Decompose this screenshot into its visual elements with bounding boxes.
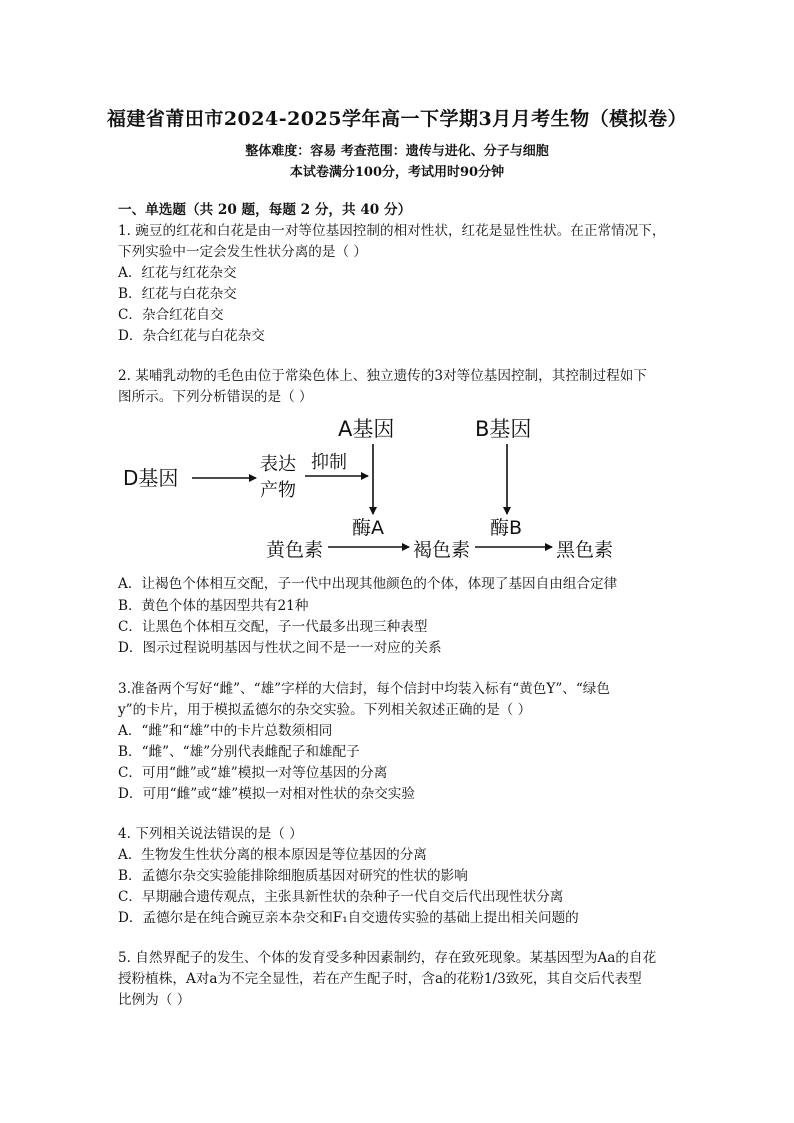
q2-option-a: A．让褐色个体相互交配，子一代中出现其他颜色的个体，体现了基因自由组合定律 [118, 576, 618, 592]
black-pigment-label: 黑色素 [556, 539, 614, 561]
q3-stem-line1: 3.准备两个写好“雌”、“雄”字样的大信封，每个信封中均装入标有“黄色Y”、“绿色 [118, 681, 610, 697]
page-title: 福建省莆田市2024-2025学年高一下学期3月月考生物（模拟卷） [106, 108, 688, 130]
q3-option-a: A．“雌”和“雄”中的卡片总数须相同 [118, 723, 333, 739]
q4-option-a: A．生物发生性状分离的根本原因是等位基因的分离 [118, 847, 427, 863]
q3-option-d: D．可用“雌”或“雄”模拟一对相对性状的杂交实验 [118, 786, 415, 802]
q1-option-d: D．杂合红花与白花杂交 [118, 328, 265, 344]
q2-stem-line1: 2. 某哺乳动物的毛色由位于常染色体上、独立遗传的3对等位基因控制，其控制过程如下 [118, 368, 647, 384]
b-gene-label: B基因 [475, 417, 532, 441]
pigment-pathway-diagram [118, 410, 678, 570]
q4-stem: 4. 下列相关说法错误的是（ ） [118, 826, 303, 842]
a-gene-label: A基因 [338, 417, 395, 441]
difficulty-line: 整体难度：容易 考查范围：遗传与进化、分子与细胞 [245, 144, 549, 159]
q5-stem-line1: 5. 自然界配子的发生、个体的发育受多种因素制约，存在致死现象。某基因型为Aa的自花 [118, 950, 657, 966]
enzyme-b-label: 酶B [490, 517, 523, 539]
q2-option-b: B．黄色个体的基因型共有21种 [118, 598, 309, 614]
score-line: 本试卷满分100分，考试用时90分钟 [289, 165, 505, 180]
expression-label-2: 产物 [260, 480, 296, 501]
q4-option-d: D．孟德尔是在纯合豌豆亲本杂交和F₁自交遗传实验的基础上提出相关问题的 [118, 910, 579, 926]
q1-stem-line2: 下列实验中一定会发生性状分离的是（ ） [118, 244, 368, 260]
q2-option-d: D．图示过程说明基因与性状之间不是一一对应的关系 [118, 640, 442, 656]
inhibit-label: 抑制 [311, 452, 347, 473]
q4-option-b: B．孟德尔杂交实验能排除细胞质基因对研究的性状的影响 [118, 868, 468, 884]
q3-stem-line2: y”的卡片，用于模拟孟德尔的杂交实验。下列相关叙述正确的是（ ） [118, 702, 532, 718]
q3-option-c: C．可用“雌”或“雄”模拟一对等位基因的分离 [118, 765, 388, 781]
q3-option-b: B．“雌”、“雄”分别代表雌配子和雄配子 [118, 744, 360, 760]
q4-option-c: C．早期融合遗传观点，主张具新性状的杂种子一代自交后代出现性状分离 [118, 889, 564, 905]
expression-label-1: 表达 [260, 454, 296, 475]
q2-stem-line2: 图所示。下列分析错误的是（ ） [118, 389, 313, 405]
yellow-pigment-label: 黄色素 [266, 539, 324, 561]
q5-stem-line2: 授粉植株，A对a为不完全显性，若在产生配子时，含a的花粉1/3致死，其自交后代表型 [118, 971, 642, 987]
brown-pigment-label: 褐色素 [413, 539, 471, 561]
q1-option-b: B．红花与白花杂交 [118, 286, 237, 302]
enzyme-a-label: 酶A [352, 517, 384, 539]
section-heading: 一、单选题（共 20 题，每题 2 分，共 40 分） [118, 202, 412, 218]
q1-option-c: C．杂合红花自交 [118, 307, 224, 323]
q1-option-a: A．红花与红花杂交 [118, 265, 237, 281]
q2-option-c: C．让黑色个体相互交配，子一代最多出现三种表型 [118, 619, 428, 635]
d-gene-label: D基因 [123, 466, 179, 490]
q1-stem-line1: 1. 豌豆的红花和白花是由一对等位基因控制的相对性状，红花是显性性状。在正常情况下， [118, 223, 666, 239]
q5-stem-line3: 比例为（ ） [118, 992, 191, 1008]
